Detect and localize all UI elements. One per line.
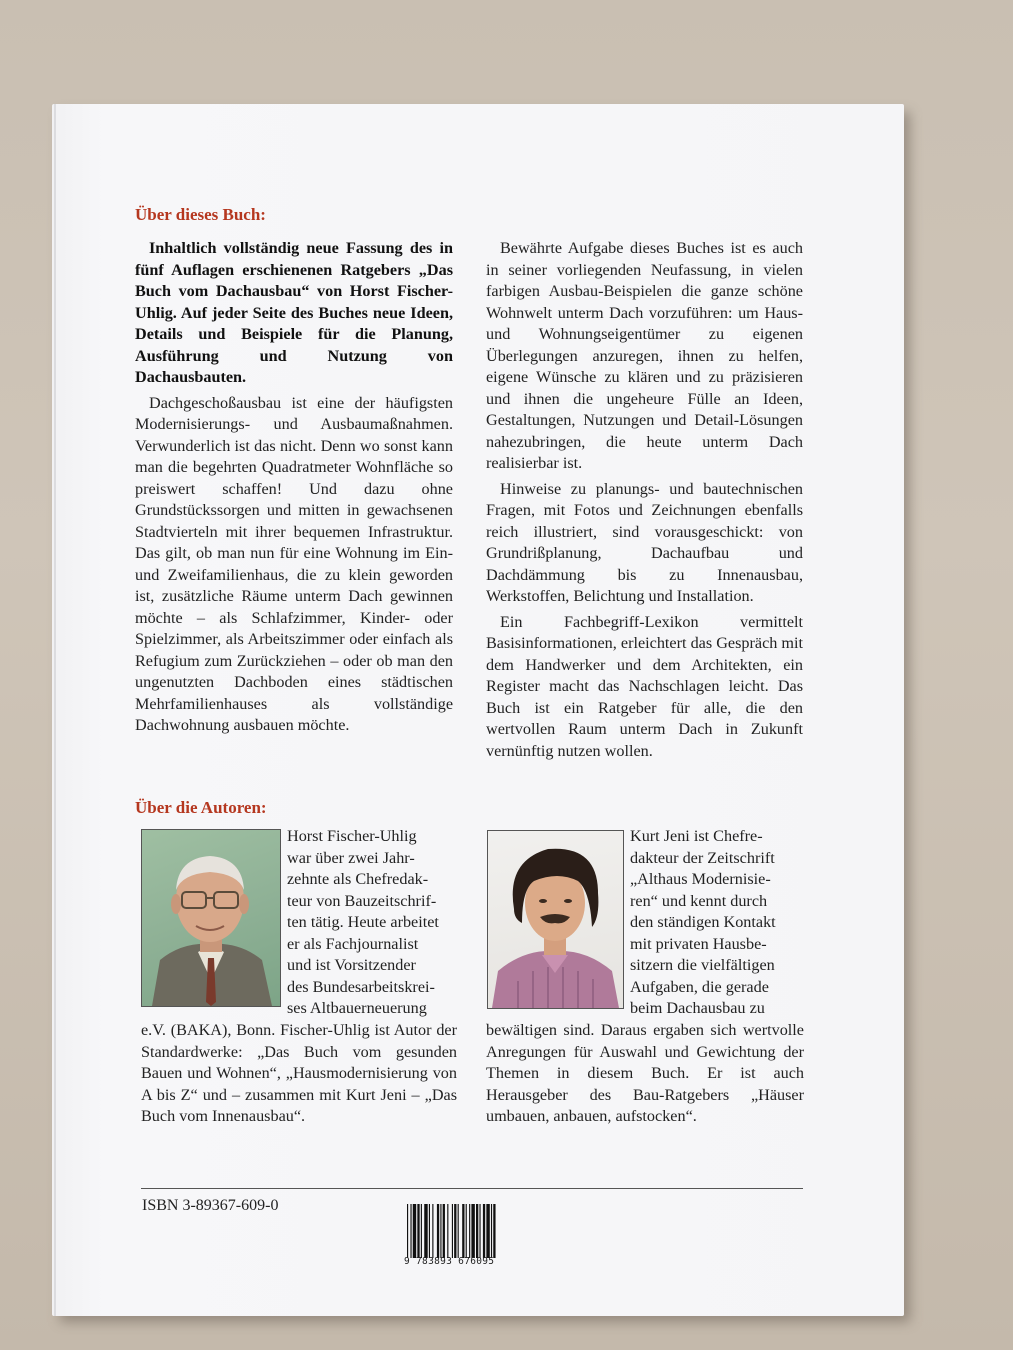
paragraph: Hinweise zu planungs- und bautechnischen Fragen, mit Fotos und Zeichnungen ebenfalls reich illustriert, sind vorausgeschickt: von Grundrißplanung, Dachaufbau und Dachdämmung bis zu Innenausbau, Werkstoffen, Belichtung und Installation.: [486, 479, 803, 605]
right-column: [486, 238, 803, 766]
spine-edge: [54, 104, 56, 1316]
bio-line: teur von Bauzeitschrif-: [287, 891, 437, 910]
bio-line: er als Fachjournalist: [287, 934, 419, 953]
paragraph: Dachgeschoßausbau ist eine der häufigsten Modernisierungs- und Ausbaumaßnahmen. Verwunderlich ist das nicht. Denn wo sonst kann man die begehrten Quadratmeter Wohnfläche so preiswert schaffen! Und dazu ohne Grundstückssorgen und mitten in gewachsenen Stadtvierteln mit ihrer bequemen Infrastruktur. Das gilt, ob man nun für eine Wohnung im Ein- und Zweifamilienhaus, die zu klein geworden ist, zusätzliche Räume unterm Dach gewinnen möchte – als Schlafzimmer, Kinder- oder Spielzimmer, als Arbeitszimmer oder einfach als Refugium zum Zurückziehen – oder ob man den ungenutzten Dachboden eines städtischen Mehrfamilienhauses als vollständige Dachwohnung ausbauen möchte.: [135, 393, 453, 734]
bio-line: sitzern die vielfältigen: [630, 956, 775, 974]
bio-line: ten tätig. Heute arbeitet: [287, 913, 439, 931]
bio-line: mit privaten Hausbe-: [630, 934, 767, 953]
bio-line: dakteur der Zeitschrift: [630, 848, 775, 867]
lead-paragraph: Inhaltlich vollständig neue Fassung des in fünf Auflagen erschienenen Ratgebers „Das Buch vom Dachausbau“ von Horst Fischer-Uhlig. Auf jeder Seite des Buches neue Ideen, Details und Beispiele für die Planung, Ausführung und Nutzung von Dachausbauten.: [135, 239, 453, 386]
paragraph: Ein Fachbegriff-Lexikon vermittelt Basisinformationen, erleichtert das Gespräch mit dem Handwerker und dem Architekten, ein Register macht das Nachschlagen leicht. Das Buch ist ein Ratgeber für alle, die den wertvollen Raum unterm Dach in Zukunft vernünftig nutzen wollen.: [486, 612, 803, 760]
author1-bio-side: [287, 826, 457, 1020]
bio-line: ren“ und kennt durch: [630, 891, 768, 910]
bio-line: „Althaus Modernisie-: [630, 870, 771, 888]
author1-bio-full: e.V. (BAKA), Bonn. Fischer-Uhlig ist Autor der Standardwerke: „Das Buch vom gesunden Bauen und Wohnen“, „Hausmodernisierung von A bis Z“ und – zusammen mit Kurt Jeni – „Das Buch vom Innenausbau“.: [141, 1021, 457, 1125]
footer-divider: [141, 1188, 803, 1189]
bio-line: war über zwei Jahr-: [287, 848, 415, 867]
author-photo-fischer-uhlig: [141, 829, 281, 1007]
bio-line: zehnte als Chefredak-: [287, 870, 429, 888]
left-column: [135, 238, 453, 741]
barcode-digits: 9 783893 676095: [404, 1256, 495, 1267]
paragraph: Bewährte Aufgabe dieses Buches ist es auch in seiner vorliegenden Neufassung, in vielen farbigen Ausbau-Beispielen die ganze schöne Wohnwelt unterm Dach vorzuführen: um Haus- und Wohnungseigentümer zu eigenen Überlegungen anzuregen, ihnen zu helfen, eigene Wünsche zu klären und zu präzisieren und ihnen die ungeheure Fülle an Ideen, Gestaltungen, Nutzungen und Detail-Lösungen nahezubringen, die heute unterm Dach realisierbar ist.: [486, 239, 803, 472]
heading-about-book: Über dieses Buch:: [135, 205, 266, 224]
bio-line: den ständigen Kontakt: [630, 913, 776, 931]
isbn-label: ISBN 3-89367-609-0: [142, 1197, 279, 1214]
bio-line: und ist Vorsitzender: [287, 956, 416, 974]
bio-line: des Bundesarbeitskrei-: [287, 977, 435, 996]
bio-line: beim Dachausbau zu: [630, 999, 765, 1017]
bio-line: ses Altbauerneuerung: [287, 999, 427, 1017]
author-photo-jeni: [487, 830, 624, 1009]
bio-line: Kurt Jeni ist Chefre-: [630, 827, 763, 845]
bio-line: Horst Fischer-Uhlig: [287, 827, 417, 845]
barcode: [405, 1204, 531, 1258]
heading-about-authors: Über die Autoren:: [135, 798, 267, 817]
author2-bio-full: bewältigen sind. Daraus ergaben sich wertvolle Anregungen für Auswahl und Gewichtung der Themen in diesem Buch. Er ist auch Herausgeber des Bau-Ratgebers „Häuser umbauen, anbauen, aufstocken“.: [486, 1021, 804, 1125]
bio-line: Aufgaben, die gerade: [630, 977, 769, 996]
author2-bio-side: [630, 826, 805, 1020]
